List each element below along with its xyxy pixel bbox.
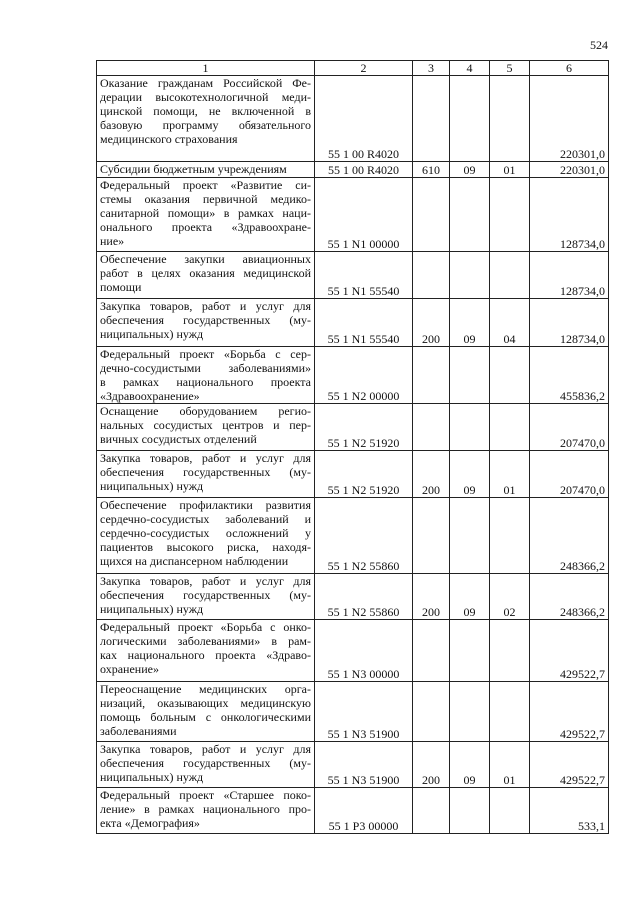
row-name-line: работ в целях оказания медицинской bbox=[100, 266, 311, 280]
row-name-line: ниципальных) нужд bbox=[100, 602, 204, 616]
row-name-line: ниципальных) нужд bbox=[100, 327, 204, 341]
row-name-line: медицинского страхования bbox=[100, 132, 238, 146]
row-section-cell: 09 bbox=[450, 451, 490, 498]
table-row bbox=[97, 682, 609, 742]
row-name-line: базовую программу обязательного bbox=[100, 118, 311, 132]
row-section-cell: 09 bbox=[450, 742, 490, 788]
row-name-line: Субсидии бюджетным учреждениям bbox=[100, 162, 287, 176]
table-row bbox=[97, 76, 609, 162]
row-name-line: пациентов высокого риска, находя- bbox=[100, 540, 311, 554]
row-section-cell bbox=[450, 76, 490, 162]
row-expense-type-cell: 200 bbox=[413, 574, 450, 620]
row-code-cell: 55 1 N1 55540 bbox=[315, 299, 413, 347]
row-expense-type-cell bbox=[413, 178, 450, 252]
row-expense-type-cell bbox=[413, 682, 450, 742]
row-code-cell: 55 1 N3 00000 bbox=[315, 620, 413, 682]
table-row bbox=[97, 451, 609, 498]
row-subsection-cell: 04 bbox=[490, 299, 530, 347]
row-amount-cell: 128734,0 bbox=[530, 252, 609, 299]
row-name-line: обеспечения государственных (му- bbox=[100, 465, 311, 479]
row-name-cell bbox=[97, 347, 315, 404]
row-name-line: Закупка товаров, работ и услуг для bbox=[100, 574, 311, 588]
row-name-line: Федеральный проект «Борьба с сер- bbox=[100, 347, 311, 361]
row-code-cell: 55 1 00 R4020 bbox=[315, 76, 413, 162]
row-name-cell bbox=[97, 620, 315, 682]
row-name-line: помощь больным с онкологическими bbox=[100, 710, 311, 724]
row-name-cell bbox=[97, 788, 315, 834]
row-code-cell: 55 1 N1 00000 bbox=[315, 178, 413, 252]
row-name-line: сердечно-сосудистых заболеваний и bbox=[100, 512, 311, 526]
row-code-cell: 55 1 N3 51900 bbox=[315, 682, 413, 742]
row-section-cell bbox=[450, 498, 490, 574]
table-row bbox=[97, 620, 609, 682]
row-name-line: ниципальных) нужд bbox=[100, 479, 204, 493]
table-row bbox=[97, 498, 609, 574]
row-subsection-cell: 01 bbox=[490, 742, 530, 788]
row-name-line: обеспечения государственных (му- bbox=[100, 313, 311, 327]
row-amount-cell: 207470,0 bbox=[530, 404, 609, 451]
row-amount-cell: 248366,2 bbox=[530, 574, 609, 620]
row-name-line: ниципальных) нужд bbox=[100, 770, 204, 784]
row-code-cell: 55 1 N2 55860 bbox=[315, 574, 413, 620]
row-name-line: Закупка товаров, работ и услуг для bbox=[100, 742, 311, 756]
row-name-cell bbox=[97, 252, 315, 299]
table-row bbox=[97, 742, 609, 788]
row-expense-type-cell bbox=[413, 252, 450, 299]
row-subsection-cell bbox=[490, 498, 530, 574]
row-amount-cell: 248366,2 bbox=[530, 498, 609, 574]
row-expense-type-cell: 200 bbox=[413, 742, 450, 788]
row-name-line: Обеспечение закупки авиационных bbox=[100, 252, 311, 266]
row-subsection-cell bbox=[490, 620, 530, 682]
row-name-cell bbox=[97, 742, 315, 788]
page-number: 524 bbox=[590, 38, 608, 52]
row-name-line: Закупка товаров, работ и услуг для bbox=[100, 451, 311, 465]
row-name-line: Закупка товаров, работ и услуг для bbox=[100, 299, 311, 313]
row-subsection-cell bbox=[490, 788, 530, 834]
row-subsection-cell bbox=[490, 252, 530, 299]
row-name-line: дерации высокотехнологичной меди- bbox=[100, 90, 311, 104]
row-expense-type-cell bbox=[413, 404, 450, 451]
row-name-line: екта «Демография» bbox=[100, 816, 200, 830]
row-name-line: сердечно-сосудистых осложнений у bbox=[100, 526, 311, 540]
header-cell-expense-type: 3 bbox=[413, 61, 450, 76]
table-header-row bbox=[97, 61, 609, 76]
row-code-cell: 55 1 N2 55860 bbox=[315, 498, 413, 574]
row-name-line: цинской помощи, не включенной в bbox=[100, 104, 311, 118]
row-expense-type-cell: 610 bbox=[413, 162, 450, 178]
header-cell-amount: 6 bbox=[530, 61, 609, 76]
row-name-line: Обеспечение профилактики развития bbox=[100, 498, 311, 512]
header-cell-section: 4 bbox=[450, 61, 490, 76]
row-name-line: помощи bbox=[100, 280, 142, 294]
row-name-cell bbox=[97, 574, 315, 620]
row-expense-type-cell bbox=[413, 76, 450, 162]
row-name-line: дечно-сосудистыми заболеваниями» bbox=[100, 361, 311, 375]
row-amount-cell: 128734,0 bbox=[530, 299, 609, 347]
row-name-line: Федеральный проект «Развитие си- bbox=[100, 178, 311, 192]
row-amount-cell: 429522,7 bbox=[530, 620, 609, 682]
row-expense-type-cell bbox=[413, 498, 450, 574]
row-name-line: «Здравоохранение» bbox=[100, 389, 200, 403]
row-section-cell bbox=[450, 252, 490, 299]
header-cell-subsection: 5 bbox=[490, 61, 530, 76]
row-name-line: Оказание гражданам Российской Фе- bbox=[100, 76, 311, 90]
row-section-cell: 09 bbox=[450, 574, 490, 620]
row-name-line: вичных сосудистых отделений bbox=[100, 432, 257, 446]
table-row bbox=[97, 574, 609, 620]
table-row bbox=[97, 347, 609, 404]
row-subsection-cell bbox=[490, 347, 530, 404]
row-section-cell bbox=[450, 347, 490, 404]
row-amount-cell: 429522,7 bbox=[530, 742, 609, 788]
row-name-line: ление» в рамках национального про- bbox=[100, 802, 311, 816]
row-code-cell: 55 1 N2 51920 bbox=[315, 451, 413, 498]
row-code-cell: 55 1 00 R4020 bbox=[315, 162, 413, 178]
row-name-cell bbox=[97, 498, 315, 574]
row-name-line: онального проекта «Здравоохране- bbox=[100, 220, 311, 234]
row-name-line: нальных сосудистых центров и пер- bbox=[100, 418, 311, 432]
row-name-line: стемы оказания первичной медико- bbox=[100, 192, 311, 206]
header-cell-name: 1 bbox=[97, 61, 315, 76]
row-name-line: санитарной помощи» в рамках наци- bbox=[100, 206, 311, 220]
row-section-cell bbox=[450, 620, 490, 682]
row-name-cell bbox=[97, 178, 315, 252]
table-row bbox=[97, 404, 609, 451]
row-code-cell: 55 1 N2 00000 bbox=[315, 347, 413, 404]
row-amount-cell: 455836,2 bbox=[530, 347, 609, 404]
row-subsection-cell bbox=[490, 682, 530, 742]
row-name-line: Федеральный проект «Старшее поко- bbox=[100, 788, 311, 802]
row-name-line: логическими заболеваниями» в рам- bbox=[100, 634, 311, 648]
row-subsection-cell bbox=[490, 76, 530, 162]
row-name-line: Федеральный проект «Борьба с онко- bbox=[100, 620, 311, 634]
table-row bbox=[97, 788, 609, 834]
row-name-line: ние» bbox=[100, 234, 125, 248]
row-code-cell: 55 1 N3 51900 bbox=[315, 742, 413, 788]
row-code-cell: 55 1 N1 55540 bbox=[315, 252, 413, 299]
table-row bbox=[97, 178, 609, 252]
row-amount-cell: 128734,0 bbox=[530, 178, 609, 252]
row-name-line: охранение» bbox=[100, 662, 159, 676]
row-name-line: заболеваниями bbox=[100, 724, 177, 738]
row-subsection-cell: 02 bbox=[490, 574, 530, 620]
row-section-cell bbox=[450, 788, 490, 834]
row-subsection-cell: 01 bbox=[490, 162, 530, 178]
row-amount-cell: 207470,0 bbox=[530, 451, 609, 498]
row-name-line: щихся на диспансерном наблюдении bbox=[100, 554, 289, 568]
row-section-cell bbox=[450, 404, 490, 451]
row-subsection-cell bbox=[490, 404, 530, 451]
row-subsection-cell: 01 bbox=[490, 451, 530, 498]
row-name-cell bbox=[97, 682, 315, 742]
row-amount-cell: 220301,0 bbox=[530, 76, 609, 162]
row-name-cell bbox=[97, 451, 315, 498]
row-name-line: Оснащение оборудованием регио- bbox=[100, 404, 311, 418]
row-name-cell bbox=[97, 76, 315, 162]
row-expense-type-cell bbox=[413, 788, 450, 834]
table-row bbox=[97, 252, 609, 299]
budget-table bbox=[96, 60, 609, 834]
row-expense-type-cell bbox=[413, 620, 450, 682]
row-amount-cell: 429522,7 bbox=[530, 682, 609, 742]
table-row bbox=[97, 162, 609, 178]
row-section-cell bbox=[450, 178, 490, 252]
row-amount-cell: 533,1 bbox=[530, 788, 609, 834]
row-name-line: обеспечения государственных (му- bbox=[100, 588, 311, 602]
row-expense-type-cell: 200 bbox=[413, 451, 450, 498]
row-section-cell: 09 bbox=[450, 299, 490, 347]
row-amount-cell: 220301,0 bbox=[530, 162, 609, 178]
row-name-line: ках национального проекта «Здраво- bbox=[100, 648, 311, 662]
row-name-cell bbox=[97, 162, 315, 178]
table-row bbox=[97, 299, 609, 347]
row-name-cell bbox=[97, 404, 315, 451]
row-name-line: обеспечения государственных (му- bbox=[100, 756, 311, 770]
row-subsection-cell bbox=[490, 178, 530, 252]
row-code-cell: 55 1 N2 51920 bbox=[315, 404, 413, 451]
row-name-line: низаций, оказывающих медицинскую bbox=[100, 696, 311, 710]
row-name-line: в рамках национального проекта bbox=[100, 375, 311, 389]
row-expense-type-cell: 200 bbox=[413, 299, 450, 347]
row-code-cell: 55 1 P3 00000 bbox=[315, 788, 413, 834]
row-section-cell bbox=[450, 682, 490, 742]
row-expense-type-cell bbox=[413, 347, 450, 404]
header-cell-code: 2 bbox=[315, 61, 413, 76]
row-name-cell bbox=[97, 299, 315, 347]
row-name-line: Переоснащение медицинских орга- bbox=[100, 682, 311, 696]
row-section-cell: 09 bbox=[450, 162, 490, 178]
